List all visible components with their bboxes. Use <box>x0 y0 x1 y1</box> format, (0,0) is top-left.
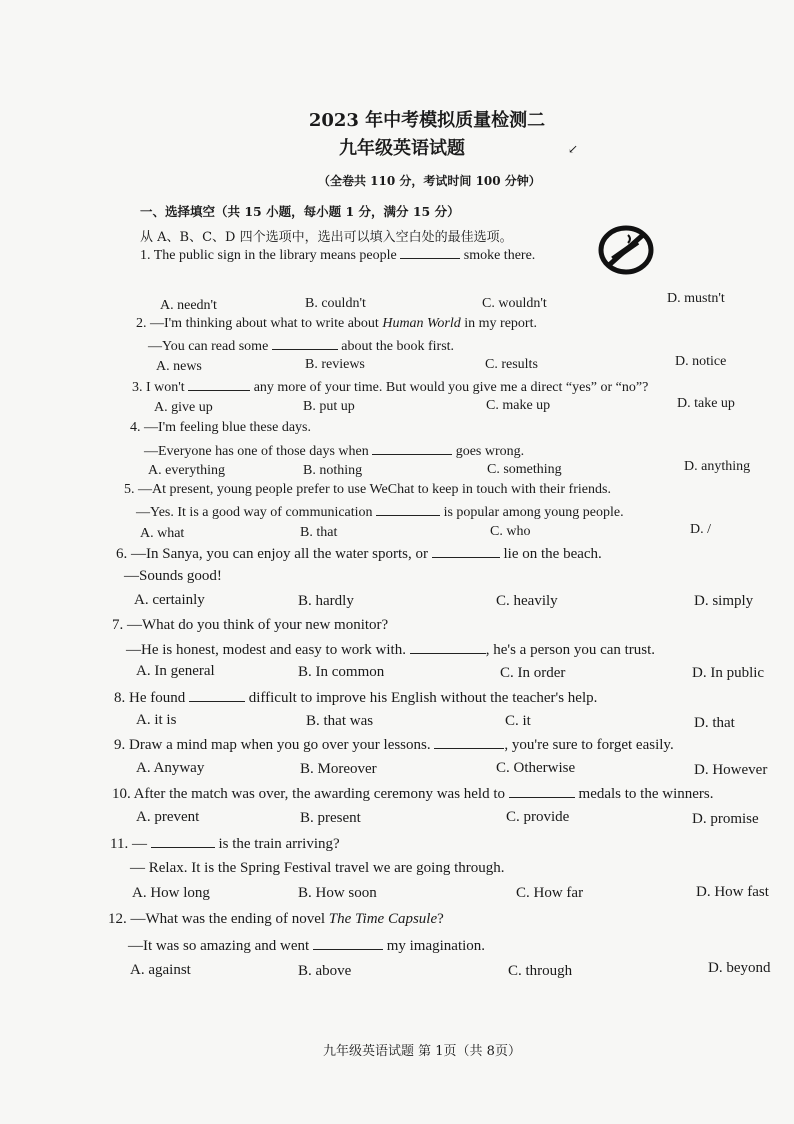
question-10: 10. After the match was over, the awarding ceremony was held to medals to the winners. <box>112 786 714 802</box>
question-9: 9. Draw a mind map when you go over your lessons. , you're sure to forget easily. <box>114 737 674 753</box>
section-instruction: 从 A、B、C、D 四个选项中，选出可以填入空白处的最佳选项。 <box>140 230 513 245</box>
question-7-line2: —He is honest, modest and easy to work with. , he's a person you can trust. <box>126 642 656 658</box>
question-12-line2: —It was so amazing and went my imagination. <box>128 938 486 954</box>
option-c: C. In order <box>500 665 566 681</box>
option-b: B. In common <box>298 664 385 680</box>
option-c: C. How far <box>516 885 584 901</box>
question-8: 8. He found difficult to improve his English without the teacher's help. <box>114 690 598 706</box>
option-d: D. mustn't <box>667 291 725 306</box>
option-b: B. that <box>300 525 338 540</box>
option-c: C. through <box>508 963 573 979</box>
question-2: 2. —I'm thinking about what to write about Human World in my report. <box>136 316 537 331</box>
question-6-line2: —Sounds good! <box>124 568 222 584</box>
option-a: A. certainly <box>134 592 205 608</box>
exam-subtitle: 九年级英语试题 <box>339 138 465 159</box>
option-b: B. couldn't <box>305 296 366 311</box>
option-a: A. How long <box>132 885 210 901</box>
option-b: B. reviews <box>305 357 365 372</box>
option-c: C. it <box>505 713 531 729</box>
option-a: A. everything <box>148 463 225 478</box>
option-b: B. Moreover <box>300 761 377 777</box>
answer-blank <box>400 246 460 259</box>
page-footer: 九年级英语试题 第 1页（共 8页） <box>323 1044 521 1059</box>
option-c: C. who <box>490 524 531 539</box>
question-11: 11. — is the train arriving? <box>110 836 340 852</box>
question-6: 6. —In Sanya, you can enjoy all the water sports, or lie on the beach. <box>116 546 602 562</box>
question-11-line2: — Relax. It is the Spring Festival travel we are going through. <box>130 860 505 876</box>
option-d: D. promise <box>692 811 759 827</box>
option-a: A. give up <box>154 400 213 415</box>
option-c: C. make up <box>486 398 551 413</box>
exam-info: （全卷共 110 分，考试时间 100 分钟） <box>318 174 541 188</box>
option-c: C. heavily <box>496 593 558 609</box>
option-a: A. In general <box>136 663 215 679</box>
option-d: D. anything <box>684 459 751 474</box>
option-a: A. prevent <box>136 809 200 825</box>
option-a: A. against <box>130 962 191 978</box>
pen-mark-icon: ↙ <box>568 142 579 156</box>
section-heading: 一、选择填空（共 15 小题，每小题 1 分，满分 15 分） <box>140 204 460 219</box>
no-smoking-icon <box>598 225 654 275</box>
option-d: D. However <box>694 762 768 778</box>
question-12: 12. —What was the ending of novel The Time Capsule? <box>108 911 444 927</box>
option-b: B. present <box>300 810 361 826</box>
option-a: A. Anyway <box>136 760 205 776</box>
option-a: A. what <box>140 526 185 541</box>
option-b: B. nothing <box>303 463 363 478</box>
option-a: A. needn't <box>160 298 217 313</box>
option-d: D. In public <box>692 665 765 681</box>
option-c: C. Otherwise <box>496 760 576 776</box>
question-4: 4. —I'm feeling blue these days. <box>130 420 311 435</box>
option-d: D. How fast <box>696 884 769 900</box>
question-7: 7. —What do you think of your new monitor? <box>112 617 389 633</box>
option-d: D. simply <box>694 593 754 609</box>
option-d: D. take up <box>677 396 735 411</box>
option-d: D. beyond <box>708 960 771 976</box>
question-1: 1. The public sign in the library means people smoke there. <box>140 248 536 263</box>
option-a: A. news <box>156 359 202 374</box>
exam-title: 2023 年中考模拟质量检测二 <box>308 110 546 131</box>
option-b: B. above <box>298 963 352 979</box>
option-d: D. notice <box>675 354 727 369</box>
question-3: 3. I won't any more of your time. But would you give me a direct “yes” or “no”? <box>132 380 649 395</box>
option-c: C. wouldn't <box>482 296 547 311</box>
option-a: A. it is <box>136 712 177 728</box>
question-5: 5. —At present, young people prefer to use WeChat to keep in touch with their friends. <box>124 482 611 497</box>
option-c: C. results <box>485 357 538 372</box>
option-c: C. provide <box>506 809 570 825</box>
option-d: D. that <box>694 715 735 731</box>
option-b: B. put up <box>303 399 355 414</box>
option-b: B. that was <box>306 713 374 729</box>
option-b: B. How soon <box>298 885 377 901</box>
option-d: D. / <box>690 522 711 537</box>
question-4-line2: —Everyone has one of those days when goes wrong. <box>144 444 525 459</box>
question-5-line2: —Yes. It is a good way of communication is popular among young people. <box>136 505 624 520</box>
option-c: C. something <box>487 462 562 477</box>
option-b: B. hardly <box>298 593 354 609</box>
question-2-line2: —You can read some about the book first. <box>148 339 455 354</box>
